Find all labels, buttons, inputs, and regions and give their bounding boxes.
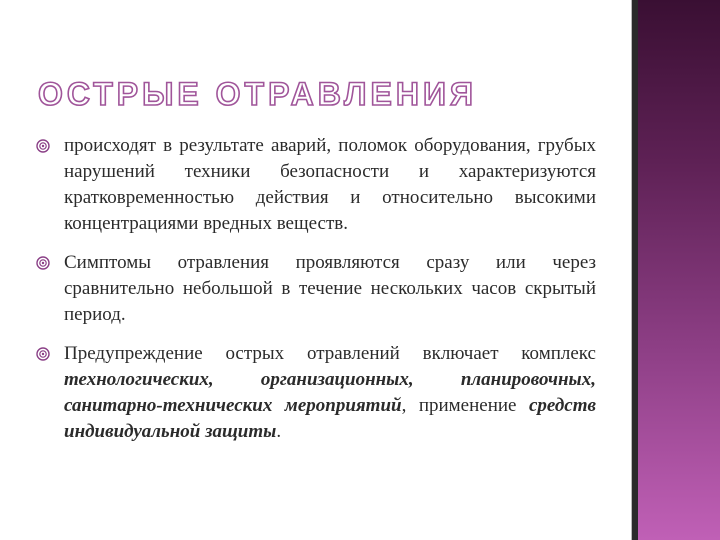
target-circle-bullet-icon xyxy=(36,341,64,367)
bullet-text xyxy=(64,341,596,445)
bullet-text xyxy=(64,250,596,328)
bullet-list xyxy=(36,133,596,458)
bullet-item xyxy=(36,133,596,237)
emphasized-text: средств индивидуальной защиты xyxy=(64,395,596,442)
text-run: , применение xyxy=(401,395,529,416)
bullet-text xyxy=(64,133,596,237)
text-run: происходят в результате аварий, поломок оборудования, грубых нарушений техники безопасности и характеризуются кратковременностью действия и относительно высокими концентрациями вредных веществ. xyxy=(64,135,596,234)
bullet-item xyxy=(36,341,596,445)
decorative-side-band xyxy=(638,0,720,540)
text-run: . xyxy=(276,421,282,442)
bullet-item xyxy=(36,250,596,328)
text-run: Предупреждение острых отравлений включает комплекс xyxy=(64,343,596,364)
slide-title: ОСТРЫЕ ОТРАВЛЕНИЯ xyxy=(38,76,477,112)
target-circle-bullet-icon xyxy=(36,133,64,159)
emphasized-text: технологических, организационных, планировочных, санитарно-технических мероприятий xyxy=(64,369,596,416)
text-run: Симптомы отравления проявляются сразу или через сравнительно небольшой в течение нескольких часов скрытый период. xyxy=(64,252,596,325)
target-circle-bullet-icon xyxy=(36,250,64,276)
